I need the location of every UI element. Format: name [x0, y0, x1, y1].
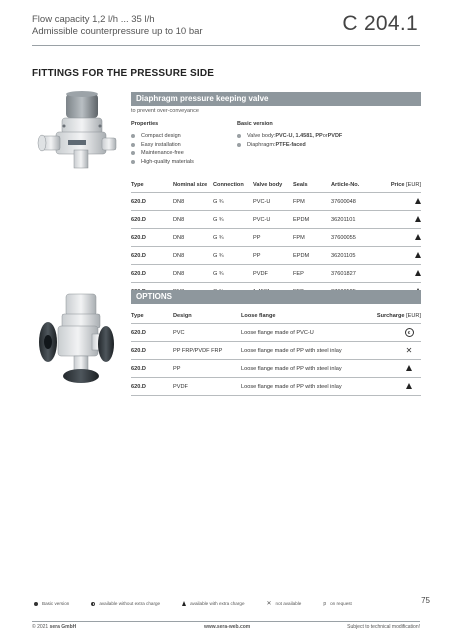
table-row: 620.D PVDF Loose flange made of PP with steel inlay — [131, 378, 421, 396]
options-band: OPTIONS — [131, 290, 421, 304]
product-subtitle: to prevent over-conveyance — [131, 108, 199, 114]
basic-version-list — [237, 132, 342, 149]
options-table — [131, 309, 421, 396]
legend-basic: Basic version — [34, 601, 69, 606]
cross-icon: ✕ — [266, 601, 272, 607]
table-row: 620.D DN8 G ¾ PVDF FEP 37601827 — [131, 265, 421, 283]
col-loose-flange: Loose flange — [241, 313, 276, 319]
legend-on-request: p on request — [323, 600, 352, 607]
properties-list — [131, 132, 194, 166]
col-design: Design — [173, 313, 192, 319]
col-surcharge: Surcharge [EUR] — [376, 313, 421, 319]
header-divider — [32, 45, 420, 46]
not-available-icon: ✕ — [405, 345, 413, 355]
extra-charge-icon — [415, 216, 421, 222]
list-item: High-quality materials — [131, 158, 194, 167]
extra-charge-icon — [415, 198, 421, 204]
section-title: FITTINGS FOR THE PRESSURE SIDE — [32, 68, 215, 79]
symbol-legend — [34, 600, 374, 607]
extra-charge-icon — [415, 252, 421, 258]
table-row: 620.D DN8 G ¾ PP EPDM 36201105 — [131, 247, 421, 265]
col-seals: Seals — [293, 182, 308, 188]
bullet-icon — [131, 134, 135, 138]
table-row: 620.D DN8 G ¾ PP FPM 37600055 — [131, 229, 421, 247]
col-connection: Connection — [213, 182, 244, 188]
col-valve-body: Valve body — [253, 182, 283, 188]
basic-version-heading: Basic version — [237, 121, 273, 127]
legend-extra-charge: available with extra charge — [182, 601, 244, 606]
on-request-icon: p — [323, 600, 327, 607]
bullet-icon — [131, 160, 135, 164]
table-header-row — [131, 309, 421, 324]
extra-charge-icon — [406, 365, 412, 371]
table-row: 620.D PP Loose flange made of PP with steel inlay — [131, 360, 421, 378]
table-header-row — [131, 178, 421, 193]
extra-charge-icon — [406, 383, 412, 389]
table-row: 620.D PVC Loose flange made of PVC-U € — [131, 324, 421, 342]
list-item: Maintenance-free — [131, 149, 194, 158]
col-article-no: Article-No. — [331, 182, 360, 188]
col-nominal-size: Nominal size — [173, 182, 208, 188]
list-item: Diaphragm: PTFE-faced — [237, 141, 342, 150]
bullet-icon — [237, 134, 241, 138]
properties-heading: Properties — [131, 121, 159, 127]
copyright: © 2021 sera GmbH — [32, 624, 77, 630]
page-number: 75 — [421, 596, 430, 605]
counterpressure-text: Admissible counterpressure up to 10 bar — [32, 26, 203, 37]
no-charge-icon: € — [405, 328, 414, 337]
table-row: 620.D DN8 G ¾ PVC-U EPDM 36201101 — [131, 211, 421, 229]
product-table — [131, 178, 421, 301]
product-title-band: Diaphragm pressure keeping valve — [131, 92, 421, 106]
half-circle-icon — [91, 602, 95, 606]
modification-note: Subject to technical modification! — [347, 624, 420, 630]
catalog-code: C 204.1 — [342, 12, 418, 35]
extra-charge-icon — [415, 234, 421, 240]
col-price: Price [EUR] — [390, 182, 421, 188]
footer-divider — [32, 621, 420, 622]
bullet-icon — [237, 143, 241, 147]
col-type: Type — [131, 182, 144, 188]
triangle-icon — [182, 601, 186, 606]
legend-not-available: ✕ not available — [266, 601, 302, 607]
flow-capacity-text: Flow capacity 1,2 l/h ... 35 l/h — [32, 14, 155, 25]
bullet-icon — [131, 143, 135, 147]
basic-version-icon — [34, 602, 38, 606]
website-link[interactable]: www.sera-web.com — [204, 624, 251, 630]
list-item: Valve body: PVC-U, 1.4581, PP or PVDF — [237, 132, 342, 141]
flanged-valve-image — [36, 290, 118, 390]
legend-no-charge: available without extra charge — [91, 601, 160, 606]
table-row: 620.D DN8 G ¾ PVC-U FPM 37600048 — [131, 193, 421, 211]
list-item: Compact design — [131, 132, 194, 141]
extra-charge-icon — [415, 270, 421, 276]
table-row: 620.D PP FRP/PVDF FRP Loose flange made of PP with steel inlay ✕ — [131, 342, 421, 360]
bullet-icon — [131, 151, 135, 155]
list-item: Easy installation — [131, 141, 194, 150]
col-type: Type — [131, 313, 144, 319]
valve-image — [34, 90, 122, 176]
header-subtitle — [32, 14, 203, 38]
